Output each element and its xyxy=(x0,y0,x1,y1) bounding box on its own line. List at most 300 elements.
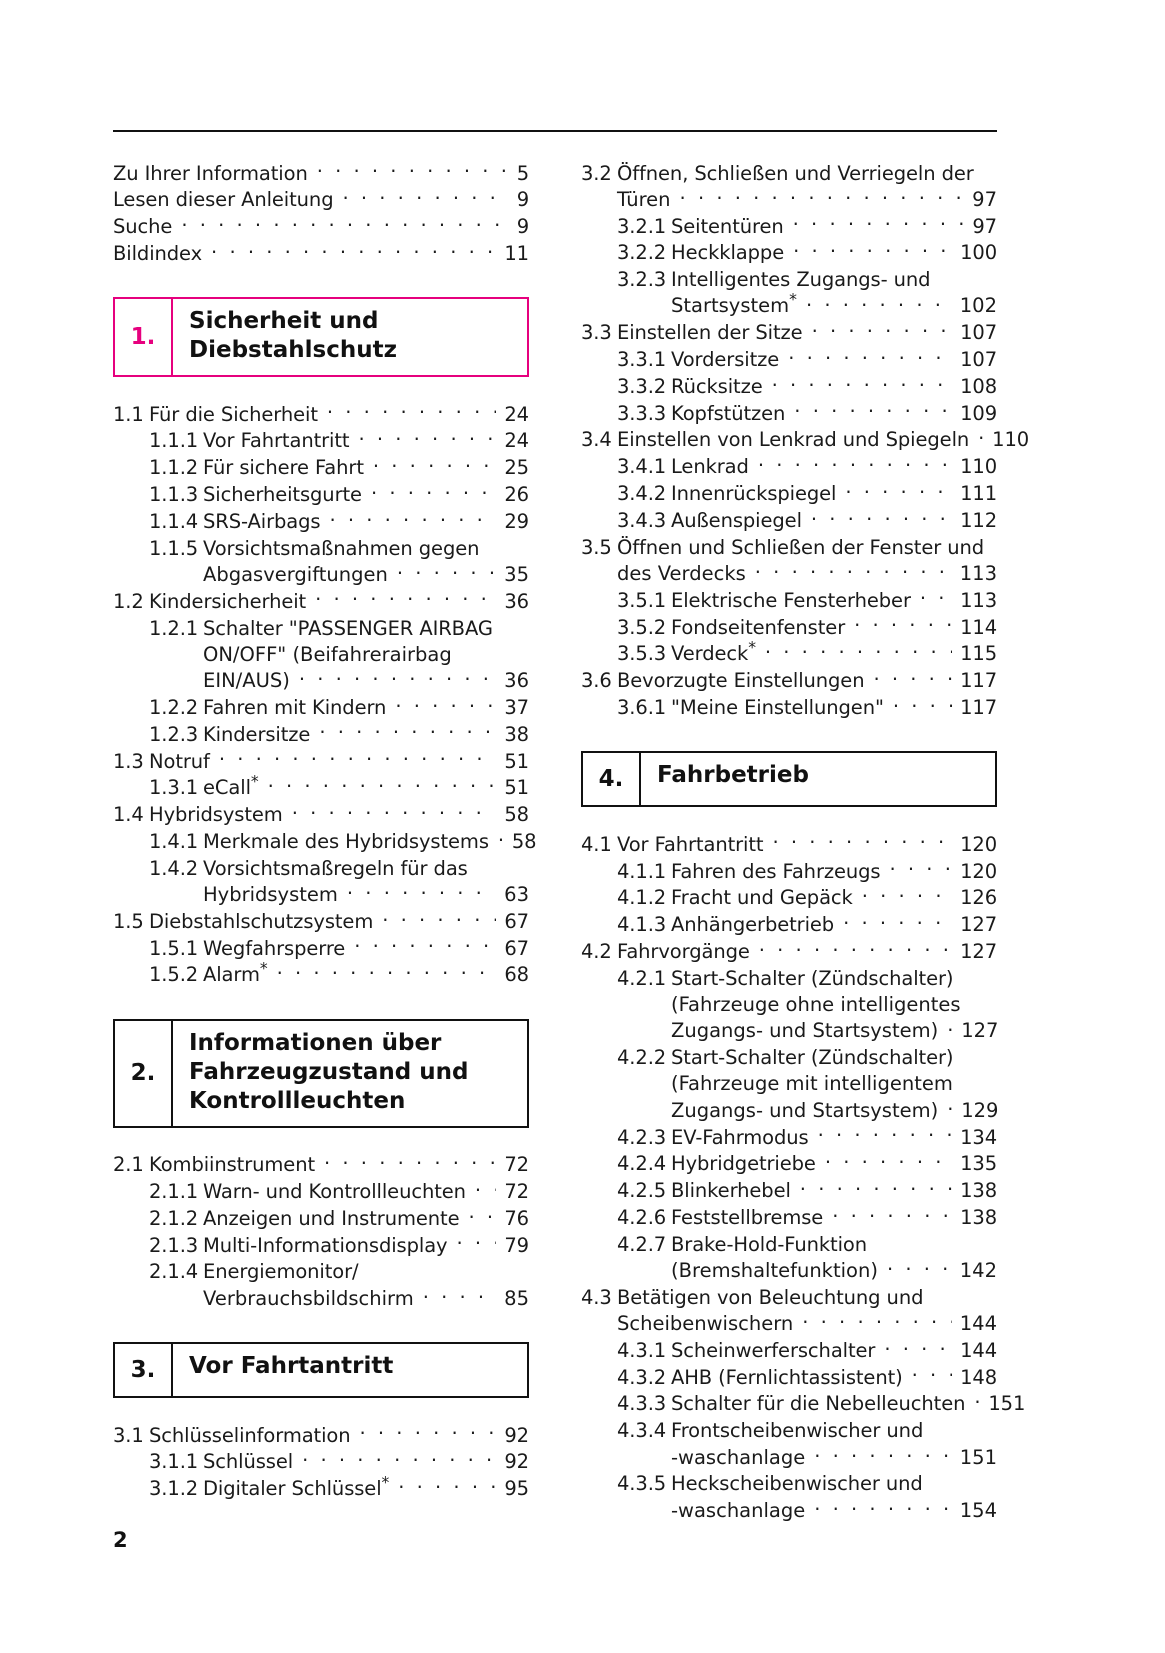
toc-entry-number: 3.2.1 xyxy=(617,214,667,238)
toc-entry[interactable] xyxy=(581,160,997,187)
toc-entry-title: Verdeck* xyxy=(671,638,756,666)
toc-entry-number: 1.1.2 xyxy=(149,456,199,480)
toc-entry-title: Scheinwerferschalter xyxy=(671,1338,876,1362)
dot-leader xyxy=(456,1232,496,1252)
toc-entry-continuation[interactable] xyxy=(581,561,997,587)
toc-entry[interactable] xyxy=(113,1259,529,1286)
chapter-title xyxy=(173,1344,527,1396)
toc-entry-number: 4.2.2 xyxy=(617,1046,667,1070)
toc-entry[interactable] xyxy=(113,855,529,882)
dot-leader xyxy=(788,347,952,367)
toc-entry-title: Bevorzugte Einstellungen xyxy=(617,669,865,693)
toc-entry[interactable] xyxy=(581,534,997,561)
toc-entry-title-cont: des Verdecks xyxy=(617,561,746,585)
toc-entry[interactable] xyxy=(113,828,537,855)
toc-entry-page: 127 xyxy=(961,1019,999,1043)
toc-entry[interactable] xyxy=(581,831,997,858)
toc-entry[interactable] xyxy=(581,912,997,939)
front-matter-entry[interactable] xyxy=(113,240,529,267)
toc-entry-title: Digitaler Schlüssel* xyxy=(203,1473,390,1501)
dot-leader xyxy=(329,508,496,528)
option-asterisk: * xyxy=(259,959,268,978)
toc-entry-number: 4.2.7 xyxy=(617,1232,667,1256)
toc-entry-title: Seitentüren xyxy=(671,214,784,238)
front-matter-page: 9 xyxy=(516,215,529,239)
toc-entry-title-cont: Zugangs- und Startsystem) xyxy=(671,1019,939,1043)
toc-entry[interactable] xyxy=(113,455,529,482)
dot-leader xyxy=(806,293,952,313)
toc-entry-title-cont: Zugangs- und Startsystem) xyxy=(671,1098,939,1122)
dot-leader xyxy=(354,935,496,955)
toc-entry-title: Hybridsystem xyxy=(149,803,283,827)
dot-leader xyxy=(793,240,952,260)
toc-entry-continuation[interactable] xyxy=(581,1018,997,1044)
toc-entry[interactable] xyxy=(581,1204,997,1231)
toc-entry-number: 3.6 xyxy=(581,669,612,693)
dot-leader xyxy=(962,1071,989,1091)
dot-leader xyxy=(939,267,989,287)
indent-spacer xyxy=(581,1071,671,1097)
dot-leader xyxy=(498,828,504,848)
toc-entry[interactable] xyxy=(581,1124,997,1151)
dot-leader xyxy=(368,1259,521,1279)
toc-entry-page: 107 xyxy=(960,321,997,345)
toc-entry-title-cont: ON/OFF" (Beifahrerairbag xyxy=(203,642,452,666)
front-matter-entry[interactable] xyxy=(113,160,529,187)
dot-leader xyxy=(398,1476,496,1496)
toc-entry-number: 4.3.4 xyxy=(617,1419,667,1443)
toc-entry-title: Fahrvorgänge xyxy=(617,939,750,963)
toc-entry[interactable] xyxy=(581,400,997,427)
dot-leader xyxy=(302,1449,496,1469)
left-column xyxy=(113,160,537,1524)
toc-entry-page: 37 xyxy=(504,695,529,719)
toc-entry-title-cont: (Fahrzeuge mit intelligentem xyxy=(671,1072,953,1096)
option-asterisk: * xyxy=(789,290,797,309)
dot-leader xyxy=(475,1179,496,1199)
toc-entry-number: 2.1.1 xyxy=(149,1180,199,1204)
toc-entry-number: 3.3 xyxy=(581,321,612,345)
toc-entry-number: 3.2.3 xyxy=(617,268,667,292)
toc-entry-number: 1.1.5 xyxy=(149,536,199,560)
chapter-number: 3. xyxy=(115,1344,173,1396)
dot-leader xyxy=(759,938,952,958)
toc-entry-number: 1.2.2 xyxy=(149,695,199,719)
toc-entry-page: 100 xyxy=(960,241,997,265)
toc-entry-page: 111 xyxy=(960,482,997,506)
toc-entry-title: Vorsichtsmaßnahmen gegen xyxy=(203,536,480,560)
toc-entry[interactable] xyxy=(581,885,997,912)
chapter-2-section xyxy=(113,1019,529,1128)
toc-entry[interactable] xyxy=(581,481,997,508)
toc-entry[interactable] xyxy=(581,1418,997,1445)
toc-entry[interactable] xyxy=(581,1151,997,1178)
toc-entry-page: 36 xyxy=(504,669,529,693)
toc-entry-page: 35 xyxy=(504,562,529,586)
toc-entry-number: 4.1.1 xyxy=(617,859,667,883)
chapter-header-1[interactable] xyxy=(113,297,529,377)
toc-entry-page: 135 xyxy=(960,1152,997,1176)
toc-entry-page: 154 xyxy=(959,1498,997,1522)
toc-entry-title: Für sichere Fahrt xyxy=(203,456,364,480)
dot-leader xyxy=(680,187,965,207)
toc-entry-number: 4.3.3 xyxy=(617,1392,667,1416)
toc-entry-page: 138 xyxy=(960,1179,997,1203)
toc-entry-page: 109 xyxy=(960,401,997,425)
toc-entry-page: 151 xyxy=(988,1392,1026,1416)
toc-entry-title: Warn- und Kontrollleuchten xyxy=(203,1180,466,1204)
toc-entry-title: Multi-Informationsdisplay xyxy=(203,1233,448,1257)
dot-leader xyxy=(461,642,521,662)
toc-entry-number: 3.5.2 xyxy=(617,615,667,639)
dot-leader xyxy=(854,614,952,634)
toc-entry-page: 148 xyxy=(960,1365,997,1389)
chapter-header-4[interactable] xyxy=(581,751,997,807)
toc-entry-title: Betätigen von Beleuchtung und xyxy=(617,1285,924,1309)
toc-entry-page: 38 xyxy=(504,722,529,746)
toc-entry-page: 117 xyxy=(960,669,997,693)
dot-leader xyxy=(932,1284,989,1304)
toc-entry[interactable] xyxy=(113,721,529,748)
toc-entry-page: 127 xyxy=(960,939,997,963)
toc-entry[interactable] xyxy=(113,772,529,802)
toc-entry-number: 3.4 xyxy=(581,428,612,452)
toc-entry-title-cont: Scheibenwischern xyxy=(617,1312,794,1336)
dot-leader xyxy=(360,1422,497,1442)
toc-entry-title: Lenkrad xyxy=(671,455,749,479)
front-matter-page: 9 xyxy=(516,188,529,212)
toc-entry-number: 1.4.1 xyxy=(149,829,199,853)
toc-entry-number: 4.3.2 xyxy=(617,1365,667,1389)
toc-entry[interactable] xyxy=(581,1364,997,1391)
indent-spacer xyxy=(113,1286,203,1312)
dot-leader xyxy=(488,535,521,555)
toc-entry-number: 4.1.3 xyxy=(617,913,667,937)
front-matter-page: 5 xyxy=(516,161,529,185)
toc-entry-continuation[interactable] xyxy=(581,1498,997,1524)
toc-entry-page: 85 xyxy=(504,1286,529,1310)
toc-entry[interactable] xyxy=(581,427,1030,454)
toc-entry[interactable] xyxy=(113,1152,529,1179)
chapter-number: 2. xyxy=(115,1021,173,1126)
toc-entry[interactable] xyxy=(113,748,529,775)
toc-entry-number: 1.1.3 xyxy=(149,483,199,507)
dot-leader xyxy=(181,214,508,234)
toc-entry-page: 114 xyxy=(960,615,997,639)
toc-entry[interactable] xyxy=(113,482,529,509)
toc-entry[interactable] xyxy=(113,508,529,535)
toc-entry[interactable] xyxy=(581,965,997,992)
toc-entry-number: 1.3.1 xyxy=(149,776,199,800)
toc-entry-page: 144 xyxy=(960,1338,997,1362)
toc-entry[interactable] xyxy=(581,507,997,534)
toc-entry-page: 107 xyxy=(960,348,997,372)
toc-entry-title: SRS-Airbags xyxy=(203,509,321,533)
toc-entry[interactable] xyxy=(581,1391,1026,1418)
toc-entry-number: 1.1.1 xyxy=(149,429,199,453)
toc-entry-continuation[interactable] xyxy=(113,642,529,668)
toc-entry-title: Einstellen der Sitze xyxy=(617,321,803,345)
toc-entry-continuation[interactable] xyxy=(581,187,997,213)
toc-entry[interactable] xyxy=(581,587,997,614)
toc-entry[interactable] xyxy=(113,1422,529,1449)
toc-entry-page: 120 xyxy=(960,832,997,856)
toc-entry-continuation[interactable] xyxy=(581,1311,997,1337)
toc-entry-page: 72 xyxy=(504,1180,529,1204)
toc-entry-continuation[interactable] xyxy=(581,1071,997,1097)
toc-entry-page: 25 xyxy=(504,456,529,480)
toc-entry-title-cont: EIN/AUS) xyxy=(203,669,290,693)
toc-entry-number: 4.3.1 xyxy=(617,1338,667,1362)
toc-entry-page: 95 xyxy=(504,1477,529,1501)
toc-entry-title: Öffnen und Schließen der Fenster und xyxy=(617,535,985,559)
chapter-header-3[interactable] xyxy=(113,1342,529,1398)
toc-entry-title: Heckscheibenwischer und xyxy=(671,1472,923,1496)
chapter-3-section xyxy=(113,1342,529,1398)
toc-entry-title: Brake-Hold-Funktion xyxy=(671,1232,868,1256)
toc-entry-continuation[interactable] xyxy=(581,1258,997,1284)
toc-entry-title: Alarm* xyxy=(203,959,268,987)
dot-leader xyxy=(812,320,953,340)
front-matter-entry[interactable] xyxy=(113,187,529,214)
toc-entry-number: 3.1 xyxy=(113,1423,144,1447)
indent-spacer xyxy=(113,882,203,908)
toc-entry-continuation[interactable] xyxy=(581,290,997,319)
toc-entry-title: Hybridgetriebe xyxy=(671,1152,816,1176)
toc-entry[interactable] xyxy=(581,638,997,668)
toc-entry-page: 117 xyxy=(960,695,997,719)
toc-entry-page: 126 xyxy=(960,886,997,910)
chapter-1-entries xyxy=(113,401,537,989)
toc-entry-page: 67 xyxy=(504,909,529,933)
toc-entry-number: 1.1 xyxy=(113,402,144,426)
toc-entry[interactable] xyxy=(581,668,997,695)
toc-entry[interactable] xyxy=(581,614,997,641)
toc-entry-title: AHB (Fernlichtassistent) xyxy=(671,1365,903,1389)
dot-leader xyxy=(814,1445,952,1465)
toc-entry-number: 3.3.1 xyxy=(617,348,667,372)
dot-leader xyxy=(970,992,989,1012)
toc-entry-continuation[interactable] xyxy=(113,562,529,588)
dot-leader xyxy=(983,160,989,180)
chapter-3-entries-left xyxy=(113,1422,529,1502)
toc-entry[interactable] xyxy=(581,694,997,721)
toc-entry-continuation[interactable] xyxy=(581,1445,997,1471)
toc-entry-number: 4.2.6 xyxy=(617,1205,667,1229)
toc-entry-title: Vorsichtsmaßregeln für das xyxy=(203,856,468,880)
toc-entry[interactable] xyxy=(113,401,529,428)
toc-entry-number: 3.4.1 xyxy=(617,455,667,479)
toc-entry[interactable] xyxy=(581,1045,997,1072)
toc-entry[interactable] xyxy=(113,615,529,642)
toc-entry-title-cont: -waschanlage xyxy=(671,1445,806,1469)
toc-entry-title: Fondseitenfenster xyxy=(671,615,846,639)
toc-entry[interactable] xyxy=(581,347,997,374)
toc-entry-page: 142 xyxy=(959,1258,997,1282)
toc-entry-page: 97 xyxy=(972,187,997,211)
indent-spacer xyxy=(581,1258,671,1284)
toc-entry-page: 67 xyxy=(504,936,529,960)
toc-entry[interactable] xyxy=(581,373,997,400)
toc-entry-number: 2.1.2 xyxy=(149,1206,199,1230)
toc-entry-title: Intelligentes Zugangs- und xyxy=(671,268,931,292)
chapter-header-2[interactable] xyxy=(113,1019,529,1128)
toc-entry-continuation[interactable] xyxy=(113,668,529,694)
dot-leader xyxy=(373,455,497,475)
dot-leader xyxy=(811,507,952,527)
toc-entry-number: 4.1.2 xyxy=(617,886,667,910)
dot-leader xyxy=(802,1311,952,1331)
toc-entry-title: Vordersitze xyxy=(671,348,780,372)
dot-leader xyxy=(395,694,496,714)
dot-leader xyxy=(268,775,497,795)
toc-entry-page: 92 xyxy=(504,1423,529,1447)
chapter-number: 4. xyxy=(583,753,641,805)
toc-entry-number: 3.5.1 xyxy=(617,588,667,612)
toc-entry-page: 63 xyxy=(504,883,529,907)
dot-leader xyxy=(962,965,989,985)
dot-leader xyxy=(371,482,496,502)
dot-leader xyxy=(962,1045,989,1065)
toc-entry-number: 4.2.5 xyxy=(617,1179,667,1203)
toc-entry-page: 24 xyxy=(504,402,529,426)
dot-leader xyxy=(993,534,999,554)
toc-entry[interactable] xyxy=(581,240,997,267)
toc-entry[interactable] xyxy=(581,1284,997,1311)
toc-entry-title: Anhängerbetrieb xyxy=(671,913,835,937)
toc-entry[interactable] xyxy=(113,535,529,562)
dot-leader xyxy=(832,1204,952,1224)
chapter-2-entries xyxy=(113,1152,529,1312)
toc-entry-number: 3.3.3 xyxy=(617,401,667,425)
chapter-title-line: Diebstahlschutz xyxy=(189,337,397,364)
toc-entry-number: 3.6.1 xyxy=(617,695,667,719)
chapter-title-line: Fahrzeugzustand und xyxy=(189,1058,469,1085)
toc-entry-page: 36 xyxy=(504,589,529,613)
toc-entry[interactable] xyxy=(113,802,529,829)
toc-entry[interactable] xyxy=(581,938,997,965)
dot-leader xyxy=(818,1124,952,1144)
dot-leader xyxy=(920,587,952,607)
toc-entry-number: 1.1.4 xyxy=(149,509,199,533)
front-matter-entry[interactable] xyxy=(113,214,529,241)
toc-entry[interactable] xyxy=(113,1473,529,1503)
toc-entry-continuation[interactable] xyxy=(113,882,529,908)
toc-entry-number: 3.2 xyxy=(581,161,612,185)
indent-spacer xyxy=(113,642,203,668)
toc-entry-title: Energiemonitor/ xyxy=(203,1260,359,1284)
header-rule xyxy=(113,130,997,132)
toc-entry[interactable] xyxy=(581,1231,997,1258)
toc-entry-number: 3.3.2 xyxy=(617,374,667,398)
toc-entry-title: Kindersitze xyxy=(203,722,311,746)
chapter-4-entries xyxy=(581,831,1026,1524)
dot-leader xyxy=(845,481,952,501)
toc-entry-continuation[interactable] xyxy=(581,992,997,1018)
toc-entry-page: 102 xyxy=(959,294,997,318)
toc-entry[interactable] xyxy=(113,959,529,989)
toc-entry-title: Anzeigen und Instrumente xyxy=(203,1206,460,1230)
toc-entry-number: 4.2.4 xyxy=(617,1152,667,1176)
toc-entry[interactable] xyxy=(581,267,997,294)
toc-entry[interactable] xyxy=(581,454,997,481)
dot-leader xyxy=(947,1098,953,1118)
toc-entry-page xyxy=(989,992,997,1018)
toc-entry-title: Blinkerhebel xyxy=(671,1179,791,1203)
toc-entry-number: 3.1.2 xyxy=(149,1477,199,1501)
toc-entry-continuation[interactable] xyxy=(581,1098,997,1124)
front-matter-title: Suche xyxy=(113,215,173,239)
dot-leader xyxy=(299,668,496,688)
toc-entry-title: Öffnen, Schließen und Verriegeln der xyxy=(617,161,974,185)
toc-entry-title-cont: -waschanlage xyxy=(671,1498,806,1522)
chapter-4-section xyxy=(581,751,997,807)
dot-leader xyxy=(876,1231,989,1251)
toc-entry-title: Fahren mit Kindern xyxy=(203,695,387,719)
toc-entry-page: 129 xyxy=(961,1098,999,1122)
dot-leader xyxy=(319,721,496,741)
toc-entry-number: 4.2.1 xyxy=(617,966,667,990)
toc-entry[interactable] xyxy=(581,858,997,885)
toc-entry[interactable] xyxy=(113,1179,529,1206)
toc-entry[interactable] xyxy=(113,428,529,455)
toc-entry-number: 4.1 xyxy=(581,832,612,856)
toc-entry-title: Sicherheitsgurte xyxy=(203,483,362,507)
toc-entry-page: 127 xyxy=(960,913,997,937)
toc-entry-page: 112 xyxy=(960,508,997,532)
toc-entry-title: EV-Fahrmodus xyxy=(671,1125,809,1149)
dot-leader xyxy=(772,831,952,851)
dot-leader xyxy=(912,1364,952,1384)
dot-leader xyxy=(277,962,497,982)
toc-entry[interactable] xyxy=(113,1232,529,1259)
toc-entry-page: 92 xyxy=(504,1450,529,1474)
toc-entry[interactable] xyxy=(113,908,529,935)
toc-entry-number: 1.2.3 xyxy=(149,722,199,746)
toc-entry[interactable] xyxy=(581,1337,997,1364)
dot-leader xyxy=(468,1205,496,1225)
toc-entry-number: 1.5.2 xyxy=(149,963,199,987)
toc-entry-continuation[interactable] xyxy=(113,1286,529,1312)
toc-entry-number: 4.3.5 xyxy=(617,1472,667,1496)
toc-entry-title: Rücksitze xyxy=(671,374,763,398)
dot-leader xyxy=(765,641,952,661)
toc-entry[interactable] xyxy=(113,935,529,962)
toc-entry-number: 1.2.1 xyxy=(149,616,199,640)
toc-entry-page: 58 xyxy=(511,829,537,853)
toc-entry-number: 2.1.4 xyxy=(149,1260,199,1284)
toc-entry[interactable] xyxy=(581,320,997,347)
toc-entry[interactable] xyxy=(113,694,529,721)
toc-entry-page xyxy=(989,1071,997,1097)
toc-entry[interactable] xyxy=(113,588,529,615)
toc-entry[interactable] xyxy=(113,1205,529,1232)
toc-entry[interactable] xyxy=(113,1449,529,1476)
toc-entry[interactable] xyxy=(581,1471,997,1498)
toc-entry-page: 144 xyxy=(959,1312,997,1336)
toc-entry-title: Einstellen von Lenkrad und Spiegeln xyxy=(617,428,970,452)
toc-entry[interactable] xyxy=(581,1178,997,1205)
toc-entry-page xyxy=(521,642,529,668)
toc-entry-title-cont: Verbrauchsbildschirm xyxy=(203,1286,414,1310)
dot-leader xyxy=(947,1018,953,1038)
toc-entry-title: Heckklappe xyxy=(671,241,785,265)
toc-entry-title: Kombiinstrument xyxy=(149,1153,315,1177)
dot-leader xyxy=(825,1151,952,1171)
toc-entry[interactable] xyxy=(581,213,997,240)
dot-leader xyxy=(347,882,496,902)
chapter-number: 1. xyxy=(115,299,173,375)
